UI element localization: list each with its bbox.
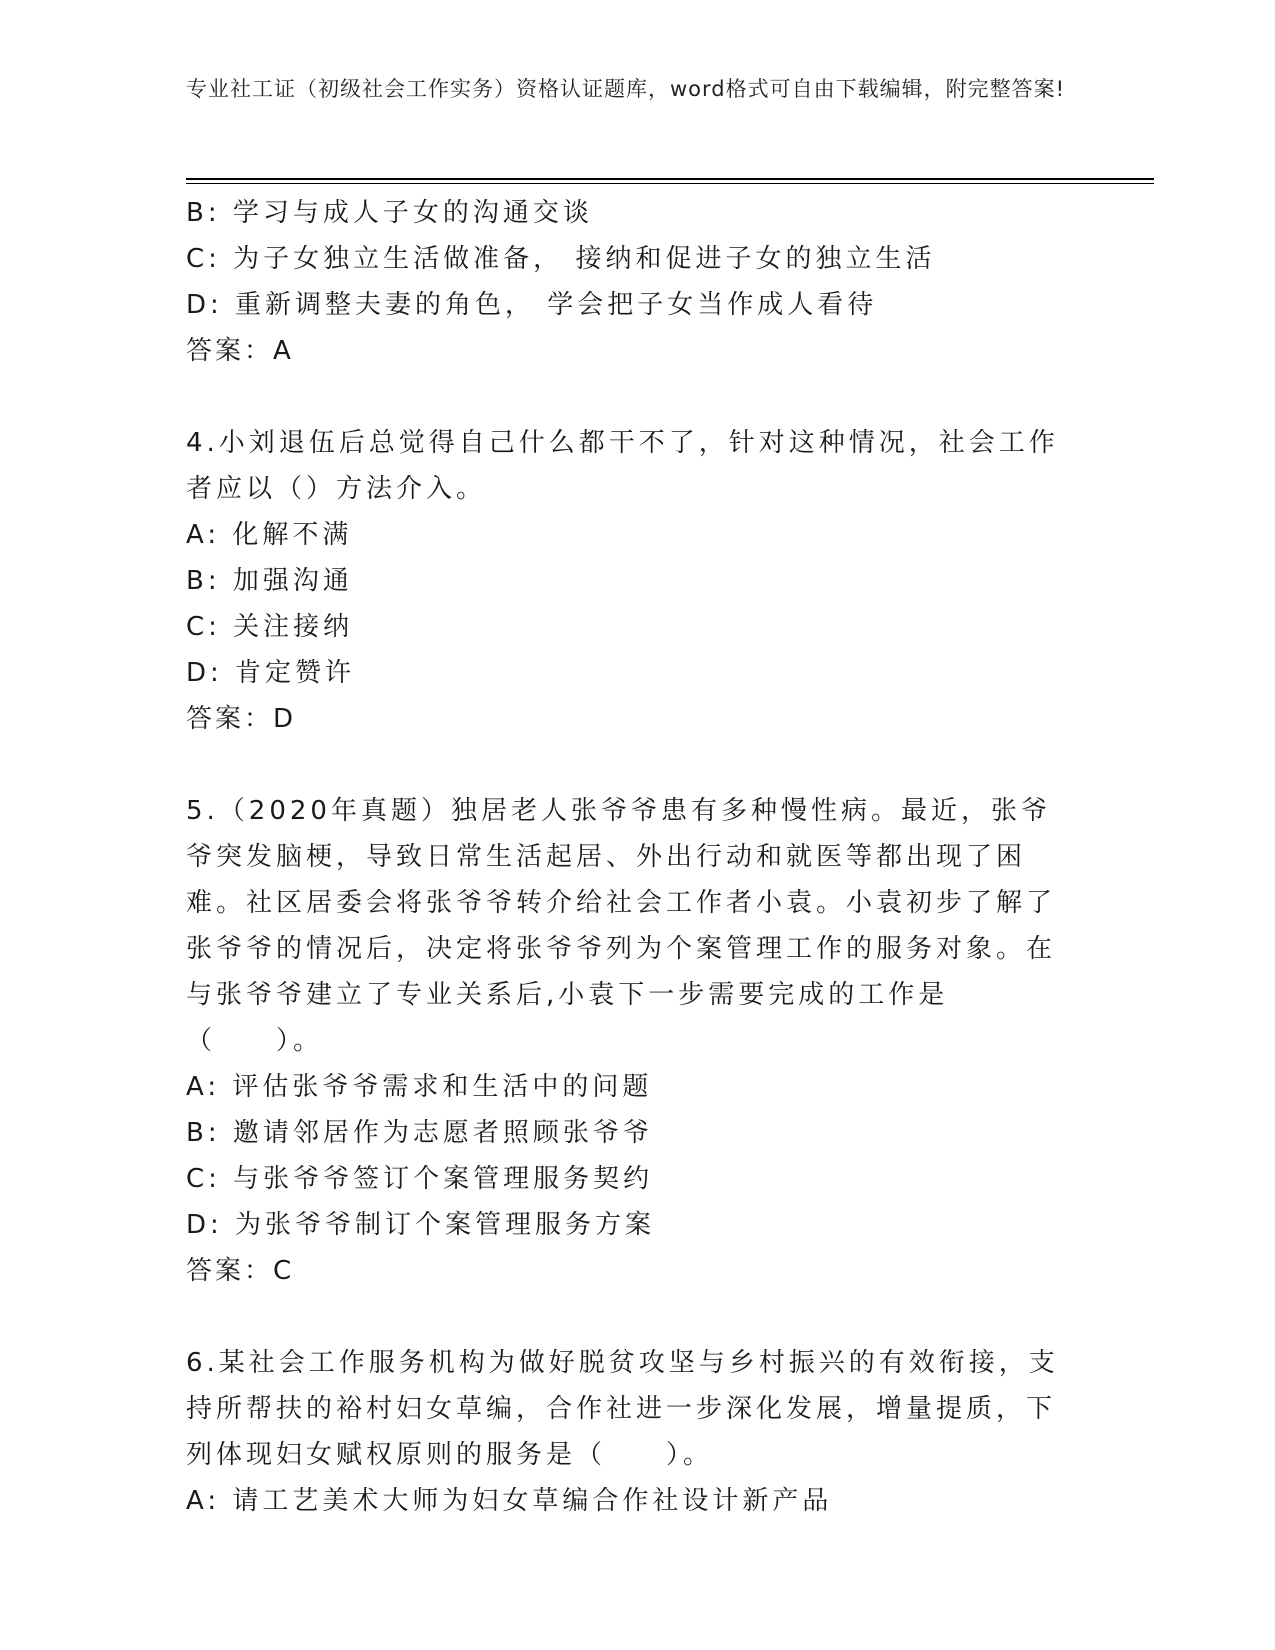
question-content	[186, 190, 1066, 1524]
option-d: D: 肯定赞许	[186, 658, 356, 688]
spacer	[186, 1294, 1066, 1340]
question-text: 6.某社会工作服务机构为做好脱贫攻坚与乡村振兴的有效衔接，支持所帮扶的裕村妇女草编，合作社进一步深化发展，增量提质，下列体现妇女赋权原则的服务是（ ）。	[186, 1348, 1059, 1470]
question-text: 4.小刘退伍后总觉得自己什么都干不了，针对这种情况，社会工作者应以（）方法介入。	[186, 428, 1059, 504]
question-5	[186, 788, 1066, 1294]
option-a: A: 评估张爷爷需求和生活中的问题	[186, 1072, 653, 1102]
answer: 答案：D	[186, 704, 297, 734]
option-c: C: 与张爷爷签订个案管理服务契约	[186, 1164, 654, 1194]
spacer	[186, 374, 1066, 420]
option-b: B: 学习与成人子女的沟通交谈	[186, 198, 593, 228]
option-d: D: 重新调整夫妻的角色， 学会把子女当作成人看待	[186, 290, 878, 320]
answer: 答案：C	[186, 1256, 295, 1286]
spacer	[186, 742, 1066, 788]
question-3	[186, 190, 1066, 374]
question-text: 5.（2020年真题）独居老人张爷爷患有多种慢性病。最近，张爷爷突发脑梗，导致日常生活起居、外出行动和就医等都出现了困难。社区居委会将张爷爷转介给社会工作者小袁。小袁初步了解了张爷爷的情况后，决定将张爷爷列为个案管理工作的服务对象。在与张爷爷建立了专业关系后,小袁下一步需要完成的工作是（ ）。	[186, 796, 1057, 1056]
option-b: B: 邀请邻居作为志愿者照顾张爷爷	[186, 1118, 653, 1148]
question-4	[186, 420, 1066, 742]
option-a: A: 化解不满	[186, 520, 353, 550]
option-b: B: 加强沟通	[186, 566, 353, 596]
option-d: D: 为张爷爷制订个案管理服务方案	[186, 1210, 656, 1240]
header-divider-thin	[186, 183, 1154, 184]
answer: 答案：A	[186, 336, 294, 366]
page-header: 专业社工证（初级社会工作实务）资格认证题库，word格式可自由下载编辑，附完整答案!	[186, 77, 1066, 101]
question-6	[186, 1340, 1066, 1524]
header-divider-thick	[186, 178, 1154, 180]
option-c: C: 关注接纳	[186, 612, 354, 642]
option-a: A: 请工艺美术大师为妇女草编合作社设计新产品	[186, 1486, 833, 1516]
option-c: C: 为子女独立生活做准备， 接纳和促进子女的独立生活	[186, 244, 936, 274]
